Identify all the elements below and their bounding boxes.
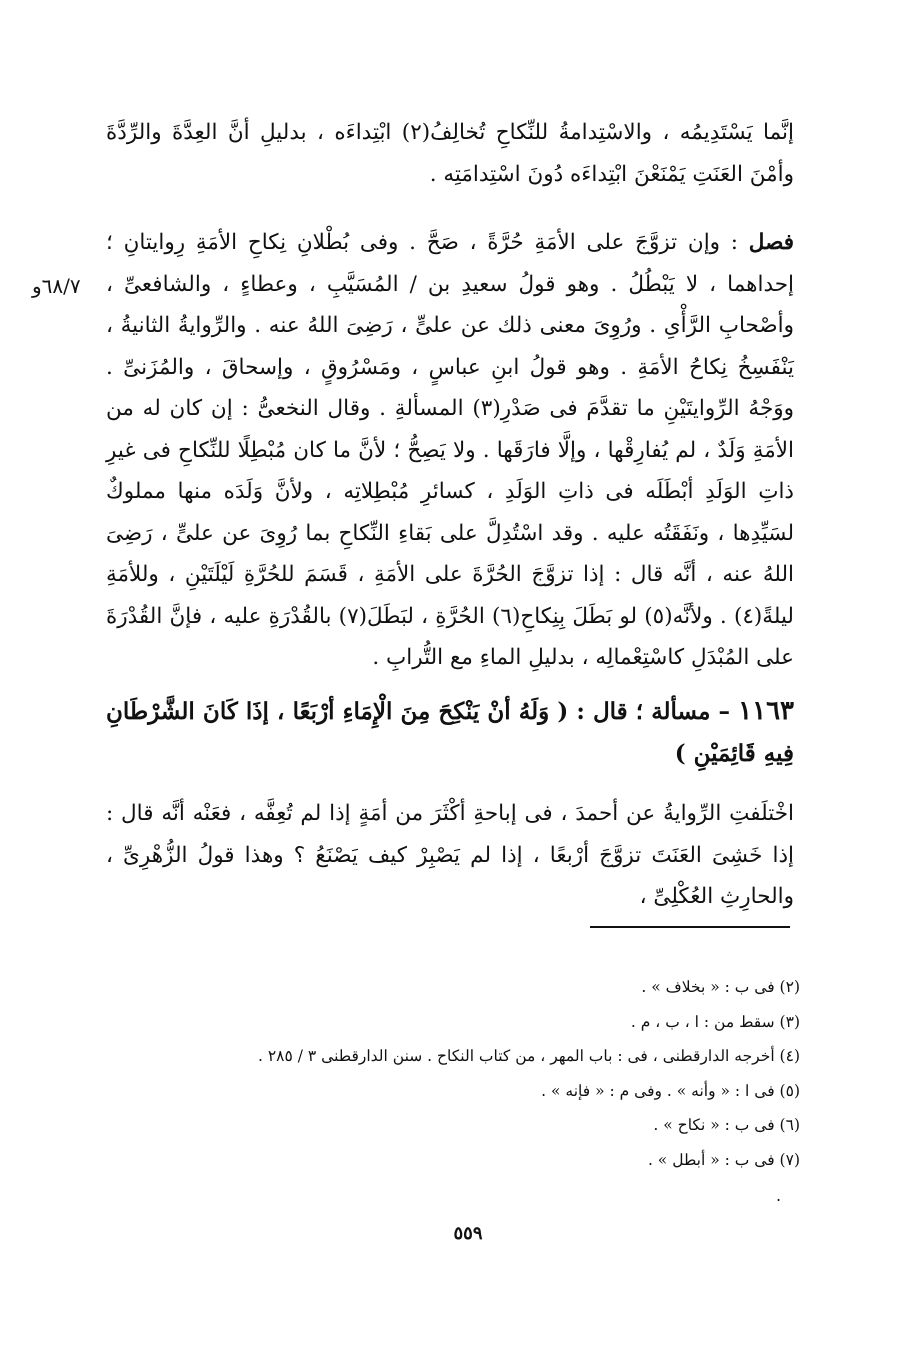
- footnote-item: (٣) سقط من : ا ، ب ، م .: [630, 1012, 800, 1031]
- footnote-item: (٢) فى ب : « بخلاف » .: [641, 978, 800, 996]
- footnote-item: (٥) فى ا : « وأنه » . وفى م : « فإنه » .: [541, 1081, 800, 1100]
- paragraph-continuation: إنَّما يَسْتَدِيمُه ، والاسْتِدامةُ للنِّكاحِ تُخالِفُ(٢) ابْتِداءَه ، بدليلِ أنَّ العِدَّةَ والرِّدَّةَ وأمْنَ العَنَتِ يَمْنَعْنَ ابْتِداءَه دُونَ اسْتِدامَتِه .: [106, 120, 794, 187]
- footnote-item: (٤) أخرجه الدارقطنى ، فى : باب المهر ، من كتاب النكاح . سنن الدارقطنى ٣ / ٢٨٥ .: [257, 1047, 800, 1065]
- footnotes-list: [120, 970, 800, 1177]
- footnote-item: (٦) فى ب : « نكاح » .: [653, 1116, 800, 1134]
- masala-text: – مسألة ؛ قال : ( وَلَهُ أنْ يَنْكِحَ مِنَ الْإِمَاءِ أرْبَعًا ، إذَا كَانَ الشَّرْطَانِ فِيهِ قَائِمَيْنِ ): [106, 698, 794, 767]
- section-heading-fasl: فصل: [748, 230, 794, 255]
- footnote-separator: [590, 926, 790, 928]
- margin-folio-note: ٦٨/٧و: [32, 274, 81, 298]
- paragraph-fasl-text: : وإن تزوَّجَ على الأمَةِ حُرَّةً ، صَحَّ . وفى بُطْلانِ نِكاحِ الأمَةِ رِوايتانِ ؛ إحداهما ، لا يَبْطُلُ . وهو قولُ سعيدِ بن / المُسَيَّبِ ، وعطاءٍ ، والشافعىِّ ، وأصْحابِ الرَّأْىِ . ورُوِىَ معنى ذلك عن علىٍّ ، رَضِىَ اللهُ عنه . والرِّوايةُ الثانيةُ ، يَنْفَسِخُ نِكاحُ الأمَةِ . وهو قولُ ابنِ عباسٍ ، ومَسْرُوقٍ ، وإسحاقَ ، والمُزَنىِّ . ووَجْهُ الرِّوايتَيْنِ ما تقدَّمَ فى صَدْرِ(٣) المسألةِ . وقال النخعىُّ : إن كان له من الأمَةِ وَلَدٌ ، لم يُفارِقْها ، وإلَّا فارَقَها . ولا يَصِحُّ ؛ لأنَّ ما كان مُبْطِلًا للنِّكاحِ فى غيرِ ذاتِ الوَلَدِ أبْطَلَه فى ذاتِ الوَلَدِ ، كسائرِ مُبْطِلاتِه ، ولأنَّ وَلَدَه منها مملوكٌ لسَيِّدِها ، ونَفَقَتُه عليه . وقد اسْتُدِلَّ على بَقاءِ النِّكاحِ بما رُوِىَ عن علىٍّ ، رَضِىَ اللهُ عنه ، أنَّه قال : إذا تزوَّجَ الحُرَّةَ على الأمَةِ ، قَسَمَ للحُرَّةِ لَيْلَتَيْنِ ، وللأمَةِ ليلةً(٤) . ولأنَّه(٥) لو بَطَلَ بِنِكاحِ(٦) الحُرَّةِ ، لبَطَلَ(٧) بالقُدْرَةِ عليه ، فإنَّ القُدْرَةَ على المُبْدَلِ كاسْتِعْمالِه ، بدليلِ الماءِ مع التُّرابِ .: [106, 230, 794, 670]
- footnote-item: (٧) فى ب : « أبطل » .: [647, 1150, 800, 1169]
- paragraph-riwaya: اخْتلَفتِ الرِّوايةُ عن أحمدَ ، فى إباحةِ أكْثَرَ من أمَةٍ إذا لم تُعِفَّه ، فعَنْه أنَّه قال : إذا خَشِىَ العَنَتَ تزوَّجَ أرْبعًا ، إذا لم يَصْبِرْ كيف يَصْنَعُ ؟ وهذا قولُ الزُّهْرِىِّ ، والحارِثِ العُكْلِىِّ ،: [106, 801, 794, 909]
- masala-number: ١١٦٣: [738, 696, 794, 726]
- page-number: ٥٥٩: [453, 1223, 483, 1244]
- paragraph-fasl: [106, 222, 794, 679]
- stray-dot: .: [776, 1186, 782, 1205]
- masala-heading: [106, 690, 794, 775]
